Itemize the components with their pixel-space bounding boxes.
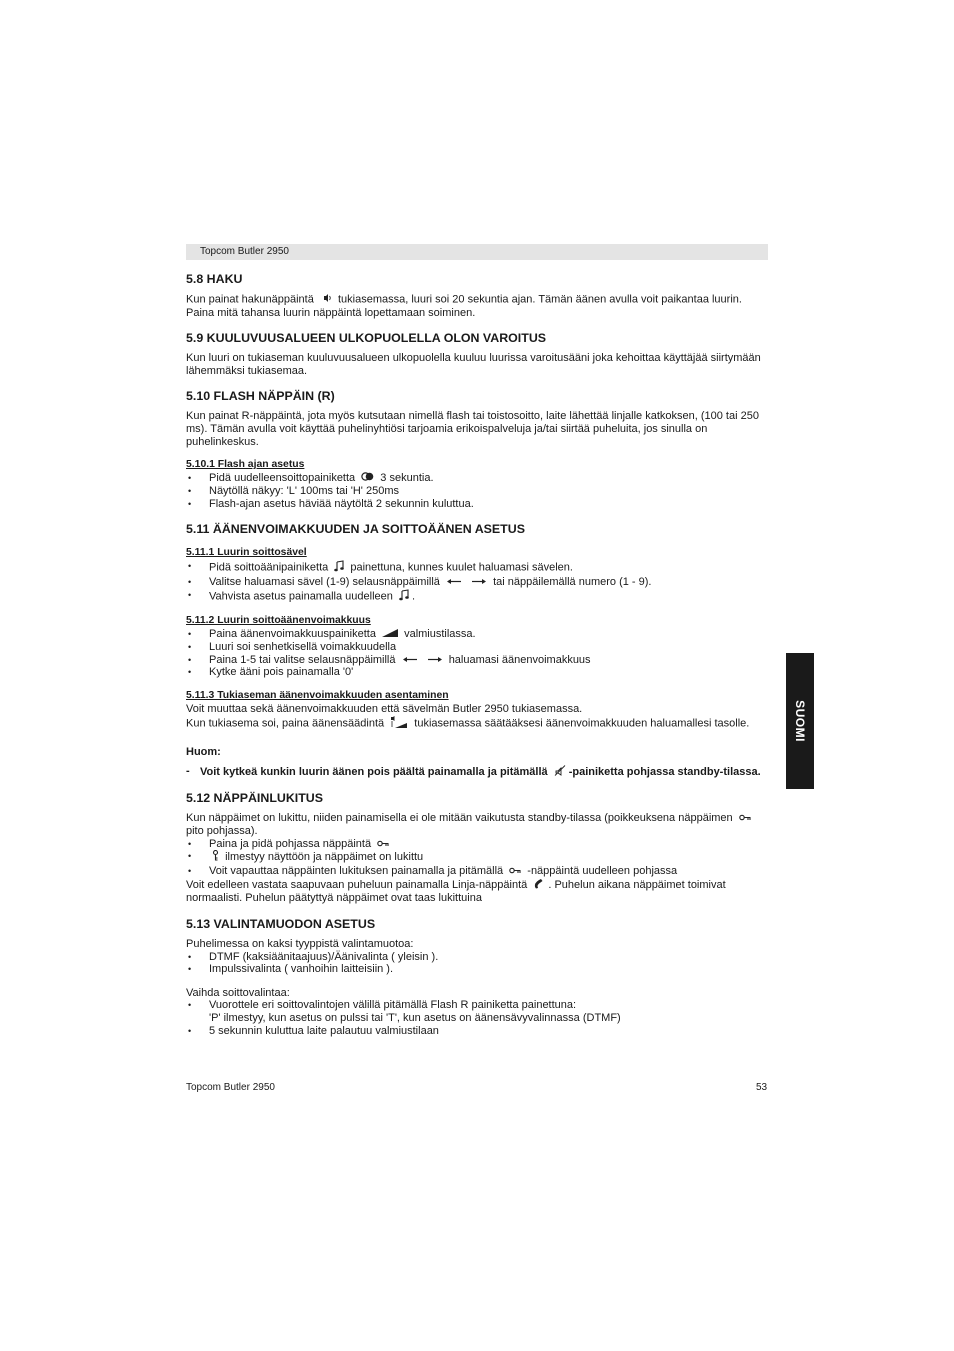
section-title: 5.12 NÄPPÄINLUKITUS — [186, 791, 324, 806]
subsection-title: 5.11.1 Luurin soittosävel — [186, 547, 307, 559]
paragraph: Kun näppäimet on lukittu, niiden painamisella ei ole mitään vaikutusta standby-tilassa (poikkeuksena näppäimen pito pohjassa). — [186, 812, 768, 837]
section-title: 5.11 ÄÄNENVOIMAKKUUDEN JA SOITTOÄÄNEN ASETUS — [186, 522, 525, 537]
list-item: • Kytke ääni pois painamalla '0' — [186, 666, 768, 679]
key-icon — [739, 812, 751, 825]
section-varoitus — [186, 331, 768, 377]
section-dial-mode — [186, 917, 768, 1037]
paging-icon — [320, 293, 332, 307]
footer-title: Topcom Butler 2950 — [186, 1082, 275, 1093]
phone-handset-icon — [533, 878, 545, 893]
paragraph: Voit edelleen vastata saapuvaan puheluun painamalla Linja-näppäintä . Puhelun aikana näppäimet toimivat normaalisti. Puhelun päätyttyä näppäimet ovat taas lukittuina — [186, 879, 726, 905]
list-item: • Voit vapauttaa näppäinten lukituksen painamalla ja pitämällä -näppäintä uudelleen pohjassa — [186, 865, 768, 878]
list-item: • Pidä uudelleensoittopainiketta 3 sekuntia. — [186, 472, 768, 485]
list-item: • Näytöllä näkyy: 'L' 100ms tai 'H' 250ms — [186, 485, 768, 498]
paragraph: Kun tukiasema soi, paina äänensäädintä tukiasemassa säätääksesi äänenvoimakkuuden haluamallesi tasolle. — [186, 717, 750, 730]
volume-ramp-icon — [382, 628, 398, 641]
redial-icon — [361, 472, 374, 485]
page-number: 53 — [756, 1082, 768, 1093]
list-item: • Paina ja pidä pohjassa näppäintä — [186, 838, 768, 851]
note-title: Huom: — [186, 746, 221, 759]
list-item: • DTMF (kaksiäänitaajuus)/Äänivalinta ( yleisin ). — [186, 951, 768, 964]
page-content — [186, 272, 768, 1049]
page-header — [186, 244, 768, 260]
paragraph: Kun luuri on tukiaseman kuuluvuusalueen ulkopuolella kuuluu luurissa varoitusääni joka kehoittaa käyttäjää siirtymään lähemmäksi tukiasemaa. — [186, 352, 761, 377]
note: - Voit kytkeä kunkin luurin äänen pois päältä painamalla ja pitämällä -painiketta pohjassa standby-tilassa. — [186, 764, 761, 778]
subsection-title: 5.11.3 Tukiaseman äänenvoimakkuuden asentaminen — [186, 689, 449, 701]
list-item: • Flash-ajan asetus häviää näytöltä 2 sekunnin kuluttua. — [186, 498, 768, 511]
music-note-icon — [399, 589, 409, 605]
list-item: • Luuri soi senhetkisellä voimakkuudella — [186, 641, 768, 654]
paragraph: Voit muuttaa sekä äänenvoimakkuuden että sävelmän Butler 2950 tukiasemassa. — [186, 702, 583, 715]
list-item: • ilmestyy näyttöön ja näppäimet on lukittu — [186, 850, 768, 865]
paragraph: Kun painat hakunäppäintä tukiasemassa, luuri soi 20 sekuntia ajan. Tämän äänen avulla voit paikantaa luurin. Paina mitä tahansa luurin näppäintä lopettamaan soiminen. — [186, 293, 742, 319]
list-item: • Paina 1-5 tai valitse selausnäppäimillä haluamasi äänenvoimakkuus — [186, 654, 768, 667]
subsection-flash-time — [186, 458, 768, 510]
section-volume — [186, 522, 768, 779]
subsection-ring-volume — [186, 614, 768, 679]
list-item: • Vahvista asetus painamalla uudelleen . — [186, 589, 768, 605]
header-title: Topcom Butler 2950 — [200, 246, 289, 257]
list-item: • Valitse haluamasi sävel (1-9) selausnäppäimillä tai näppäilemällä numero (1 - 9). — [186, 576, 768, 589]
list-item: • Paina äänenvoimakkuuspainiketta valmiustilassa. — [186, 628, 768, 641]
key-icon — [377, 838, 389, 851]
mute-icon — [554, 765, 566, 780]
paragraph: Vaihda soittovalintaa: — [186, 986, 290, 999]
arrow-right-icon — [471, 576, 487, 589]
section-title: 5.8 HAKU — [186, 272, 243, 286]
list-item: • Impulssivalinta ( vanhoihin laitteisiin ). — [186, 963, 768, 976]
section-flash — [186, 389, 768, 510]
section-title: 5.10 FLASH NÄPPÄIN (R) — [186, 389, 335, 404]
base-volume-icon — [390, 716, 408, 732]
subsection-base-volume — [186, 689, 768, 779]
list-item: • Vuorottele eri soittovalintojen välillä pitämällä Flash R painiketta painettuna: — [186, 999, 768, 1012]
section-keylock — [186, 791, 768, 905]
paragraph: 'P' ilmestyy, kun asetus on pulssi tai 'T', kun asetus on äänensävyvalinnassa (DTMF) — [209, 1012, 621, 1025]
subsection-title: 5.11.2 Luurin soittoäänenvoimakkuus — [186, 615, 371, 627]
subsection-ringtone — [186, 546, 768, 604]
paragraph: Kun painat R-näppäintä, jota myös kutsutaan nimellä flash tai toistosoitto, laite lähettää linjalle katkoksen, (100 tai 250 ms). Tämän avulla voit käyttää puhelinyhtiösi tarjoamia erikoispalveluja ja/tai siirtää puheluita, jos sinulla on puhelinkeskus. — [186, 410, 759, 448]
lock-icon — [212, 850, 219, 865]
language-tab-label: SUOMI — [793, 700, 807, 742]
language-tab — [786, 653, 814, 789]
paragraph: Puhelimessa on kaksi tyyppistä valintamuotoa: — [186, 938, 414, 951]
subsection-title: 5.10.1 Flash ajan asetus — [186, 459, 305, 471]
music-note-icon — [334, 560, 344, 576]
section-title: 5.9 KUULUVUUSALUEEN ULKOPUOLELLA OLON VAROITUS — [186, 331, 547, 346]
list-item: • Pidä soittoäänipainiketta painettuna, kunnes kuulet haluamasi sävelen. — [186, 560, 768, 576]
list-item: • 5 sekunnin kuluttua laite palautuu valmiustilaan — [186, 1025, 768, 1038]
arrow-left-icon — [446, 576, 462, 589]
arrow-right-icon — [427, 654, 443, 667]
arrow-left-icon — [402, 654, 418, 667]
section-title: 5.13 VALINTAMUODON ASETUS — [186, 917, 376, 932]
section-haku — [186, 272, 768, 319]
key-icon — [509, 865, 521, 878]
